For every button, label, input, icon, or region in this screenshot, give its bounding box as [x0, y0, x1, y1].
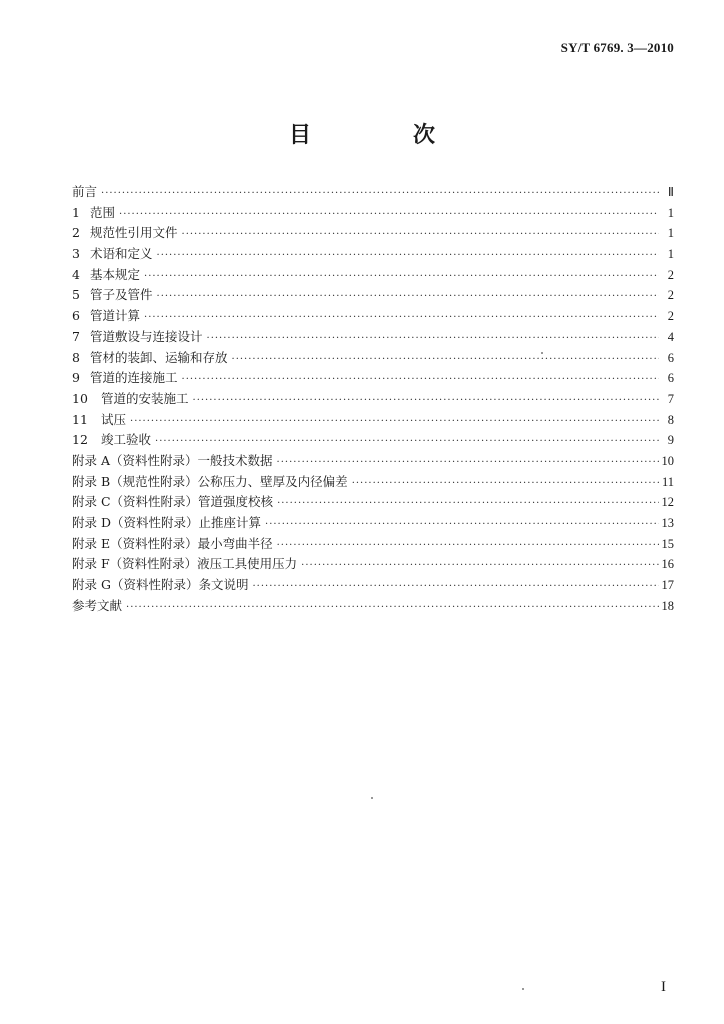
toc-entry-label: 止推座计算 — [198, 515, 262, 530]
scan-speck — [541, 352, 543, 354]
toc-entry-label: 条文说明 — [198, 577, 249, 593]
toc-entry-appendix-b[interactable] — [72, 472, 674, 493]
toc-entry-page: 8 — [667, 412, 674, 427]
toc-entry-appendix-c[interactable] — [72, 492, 674, 513]
appendix-prefix: 附录 D（资料性附录） — [72, 515, 199, 530]
dot-leader — [157, 246, 659, 267]
toc-entry-label: 公称压力、壁厚及内径偏差 — [197, 473, 348, 489]
dot-leader — [207, 329, 659, 350]
appendix-prefix: 附录 A（资料性附录） — [72, 452, 198, 468]
scan-speck — [522, 988, 524, 990]
toc-entry-label: 参考文献 — [72, 597, 123, 613]
toc-entry-label: 竣工验收 — [101, 432, 152, 448]
page-number: I — [661, 979, 666, 995]
table-of-contents — [72, 182, 674, 616]
toc-entry-label: 液压工具使用压力 — [197, 556, 298, 572]
toc-entry-number: 3 — [72, 246, 80, 262]
dot-leader — [144, 267, 659, 288]
dot-leader — [277, 536, 659, 557]
dot-leader — [155, 432, 659, 453]
toc-entry-page: 16 — [661, 557, 674, 572]
toc-entry-label: 范围 — [90, 204, 116, 220]
toc-entry-label: 管道敷设与连接设计 — [90, 328, 203, 344]
dot-leader — [277, 453, 659, 474]
toc-entry-references[interactable] — [72, 596, 674, 617]
toc-entry-5[interactable] — [72, 285, 674, 306]
toc-entry-9[interactable] — [72, 368, 674, 389]
toc-entry-number: 1 — [72, 204, 80, 220]
dot-leader — [182, 370, 659, 391]
toc-entry-7[interactable] — [72, 327, 674, 348]
dot-leader — [265, 515, 658, 536]
toc-entry-appendix-d[interactable] — [72, 513, 674, 534]
toc-entry-page: 1 — [667, 226, 674, 241]
dot-leader — [144, 308, 659, 329]
toc-entry-label: 管子及管件 — [90, 287, 153, 303]
dot-leader — [301, 556, 658, 577]
toc-entry-11[interactable] — [72, 410, 674, 431]
toc-entry-page: 1 — [667, 205, 674, 220]
toc-entry-label: 最小弯曲半径 — [197, 535, 273, 551]
toc-entry-appendix-a[interactable] — [72, 451, 674, 472]
dot-leader — [193, 391, 659, 412]
toc-entry-label: 管材的装卸、运输和存放 — [90, 349, 228, 365]
dot-leader — [157, 287, 659, 308]
toc-entry-12[interactable] — [72, 430, 674, 451]
toc-entry-foreword[interactable] — [72, 182, 674, 203]
toc-entry-4[interactable] — [72, 265, 674, 286]
toc-entry-label: 管道计算 — [90, 308, 141, 324]
toc-entry-page: 17 — [661, 578, 674, 593]
toc-entry-page: 6 — [667, 371, 674, 386]
toc-entry-number: 7 — [72, 328, 80, 344]
appendix-prefix: 附录 C（资料性附录） — [72, 494, 199, 510]
toc-entry-2[interactable] — [72, 223, 674, 244]
dot-leader — [130, 412, 659, 433]
toc-entry-page: 9 — [667, 433, 674, 448]
toc-entry-number: 11 — [72, 411, 88, 427]
appendix-prefix: 附录 G（资料性附录） — [72, 577, 199, 593]
toc-entry-label: 管道强度校核 — [198, 494, 274, 510]
toc-entry-page: 6 — [667, 350, 674, 365]
dot-leader — [101, 184, 659, 205]
toc-entry-page: 2 — [667, 288, 674, 303]
standard-code: SY/T 6769. 3—2010 — [560, 40, 674, 55]
dot-leader — [252, 577, 658, 598]
toc-entry-appendix-g[interactable] — [72, 575, 674, 596]
appendix-prefix: 附录 F（资料性附录） — [72, 556, 198, 572]
toc-entry-label: 前言 — [72, 184, 98, 199]
toc-entry-10[interactable] — [72, 389, 674, 410]
toc-entry-1[interactable] — [72, 203, 674, 224]
toc-entry-appendix-e[interactable] — [72, 534, 674, 555]
toc-entry-page: 1 — [667, 247, 674, 262]
toc-entry-number: 5 — [72, 287, 80, 303]
page-title: 目 次 — [288, 122, 475, 148]
appendix-prefix: 附录 E（资料性附录） — [72, 535, 198, 551]
scan-speck — [371, 797, 373, 799]
toc-entry-label: 术语和定义 — [90, 246, 153, 262]
toc-entry-appendix-f[interactable] — [72, 554, 674, 575]
toc-entry-label: 管道的连接施工 — [90, 370, 178, 386]
toc-entry-number: 8 — [72, 349, 80, 365]
dot-leader — [232, 350, 659, 371]
toc-entry-page: 18 — [661, 598, 674, 613]
toc-entry-label: 管道的安装施工 — [101, 390, 189, 406]
toc-entry-6[interactable] — [72, 306, 674, 327]
toc-entry-page: 13 — [661, 516, 674, 530]
dot-leader — [119, 205, 659, 226]
toc-entry-number: 12 — [72, 432, 88, 448]
toc-entry-page: 7 — [667, 391, 674, 406]
toc-entry-number: 10 — [72, 390, 88, 406]
dot-leader — [352, 474, 659, 495]
toc-entry-label: 规范性引用文件 — [90, 225, 178, 241]
toc-entry-page: 2 — [667, 267, 674, 282]
toc-entry-page: 15 — [661, 536, 674, 551]
toc-entry-label: 基本规定 — [90, 266, 141, 282]
toc-entry-page: 4 — [667, 329, 674, 344]
toc-entry-page: 10 — [661, 453, 674, 468]
toc-entry-label: 试压 — [101, 411, 127, 427]
toc-entry-number: 6 — [72, 308, 80, 324]
appendix-prefix: 附录 B（规范性附录） — [72, 473, 198, 489]
toc-entry-page: 2 — [667, 309, 674, 324]
toc-entry-8[interactable] — [72, 348, 674, 369]
toc-entry-page: 11 — [661, 474, 674, 489]
dot-leader — [126, 598, 658, 619]
toc-entry-3[interactable] — [72, 244, 674, 265]
toc-entry-number: 4 — [72, 266, 80, 282]
toc-entry-label: 一般技术数据 — [197, 452, 273, 468]
dot-leader — [182, 225, 659, 246]
toc-entry-number: 9 — [72, 370, 80, 386]
toc-entry-page: Ⅱ — [667, 185, 674, 199]
dot-leader — [277, 494, 658, 515]
toc-entry-number: 2 — [72, 225, 80, 241]
toc-entry-page: 12 — [661, 495, 674, 510]
